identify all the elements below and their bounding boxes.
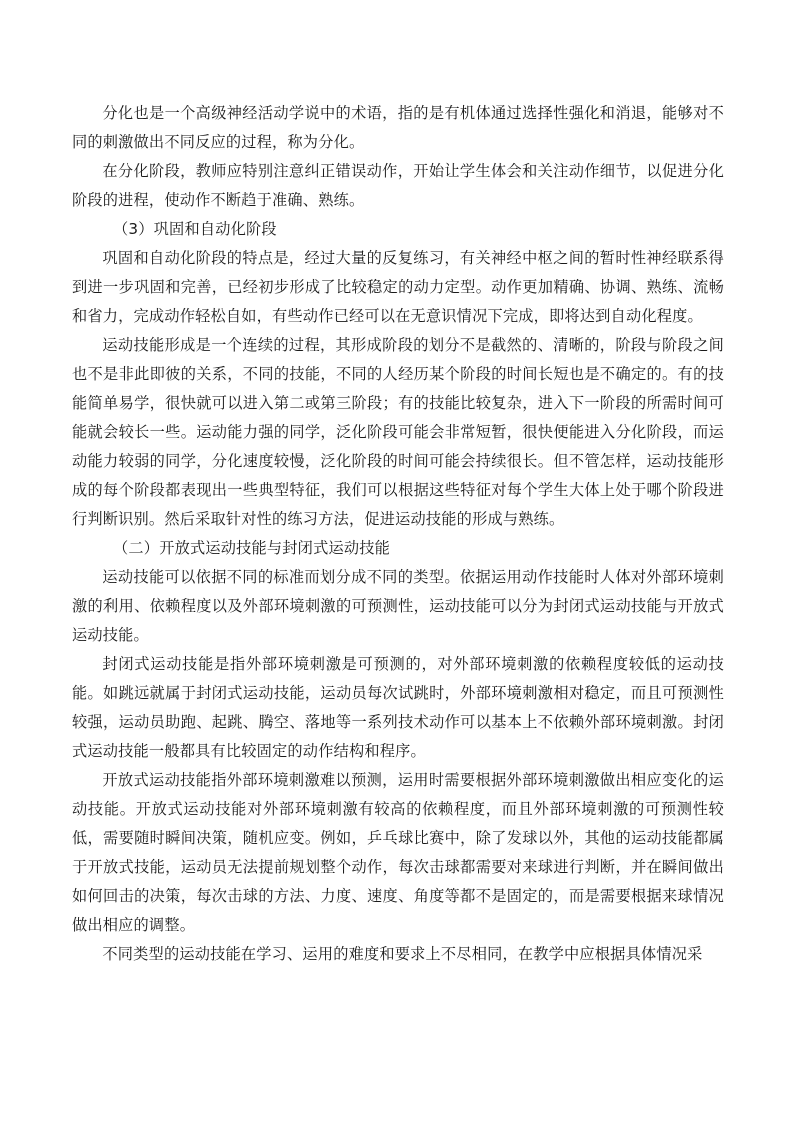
section-heading-open-closed-skills: （二）开放式运动技能与封闭式运动技能 — [113, 539, 391, 557]
paragraph-differentiation-definition: 分化也是一个高级神经活动学说中的术语，指的是有机体通过选择性强化和消退，能够对不同的刺激做出不同反应的过程，称为分化。 — [72, 104, 724, 151]
paragraph-skill-types-teaching: 不同类型的运动技能在学习、运用的难度和要求上不尽相同，在教学中应根据具体情况采 — [102, 945, 703, 963]
paragraph-skill-classification: 运动技能可以依据不同的标准而划分成不同的类型。依据运用动作技能时人体对外部环境刺激的利用、依赖程度以及外部环境刺激的可预测性，运动技能可以分为封闭式运动技能与开放式运动技能。 — [72, 568, 724, 644]
document-body — [72, 99, 724, 969]
paragraph-continuous-process: 运动技能形成是一个连续的过程，其形成阶段的划分不是截然的、清晰的，阶段与阶段之间也不是非此即彼的关系，不同的技能，不同的人经历某个阶段的时间长短也是不确定的。有的技能简单易学，很快就可以进入第二或第三阶段；有的技能比较复杂，进入下一阶段的所需时间可能就会较长一些。运动能力强的同学，泛化阶段可能会非常短暂，很快便能进入分化阶段，而运动能力较弱的同学，分化速度较慢，泛化阶段的时间可能会持续很长。但不管怎样，运动技能形成的每个阶段都表现出一些典型特征，我们可以根据这些特征对每个学生大体上处于哪个阶段进行判断识别。然后采取针对性的练习方法，促进运动技能的形成与熟练。 — [72, 336, 724, 528]
paragraph-differentiation-teaching: 在分化阶段，教师应特别注意纠正错误动作，开始让学生体会和关注动作细节，以促进分化阶段的进程，使动作不断趋于准确、熟练。 — [72, 162, 724, 209]
paragraph-closed-skills: 封闭式运动技能是指外部环境刺激是可预测的，对外部环境刺激的依赖程度较低的运动技能。如跳远就属于封闭式运动技能，运动员每次试跳时，外部环境刺激相对稳定，而且可预测性较强，运动员助跑、起跳、腾空、落地等一系列技术动作可以基本上不依赖外部环境刺激。封闭式运动技能一般都具有比较固定的动作结构和程序。 — [72, 655, 724, 760]
paragraph-consolidation-features: 巩固和自动化阶段的特点是，经过大量的反复练习，有关神经中枢之间的暂时性神经联系得到进一步巩固和完善，已经初步形成了比较稳定的动力定型。动作更加精确、协调、熟练、流畅和省力，完成动作轻松自如，有些动作已经可以在无意识情况下完成，即将达到自动化程度。 — [72, 249, 724, 325]
section-heading-consolidation-stage: （3）巩固和自动化阶段 — [113, 220, 277, 238]
paragraph-open-skills: 开放式运动技能指外部环境刺激难以预测，运用时需要根据外部环境刺激做出相应变化的运动技能。开放式运动技能对外部环境刺激有较高的依赖程度，而且外部环境刺激的可预测性较低，需要随时瞬间决策，随机应变。例如，乒乓球比赛中，除了发球以外，其他的运动技能都属于开放式技能，运动员无法提前规划整个动作，每次击球都需要对来球进行判断，并在瞬间做出如何回击的决策，每次击球的方法、力度、速度、角度等都不是固定的，而是需要根据来球情况做出相应的调整。 — [72, 771, 724, 934]
